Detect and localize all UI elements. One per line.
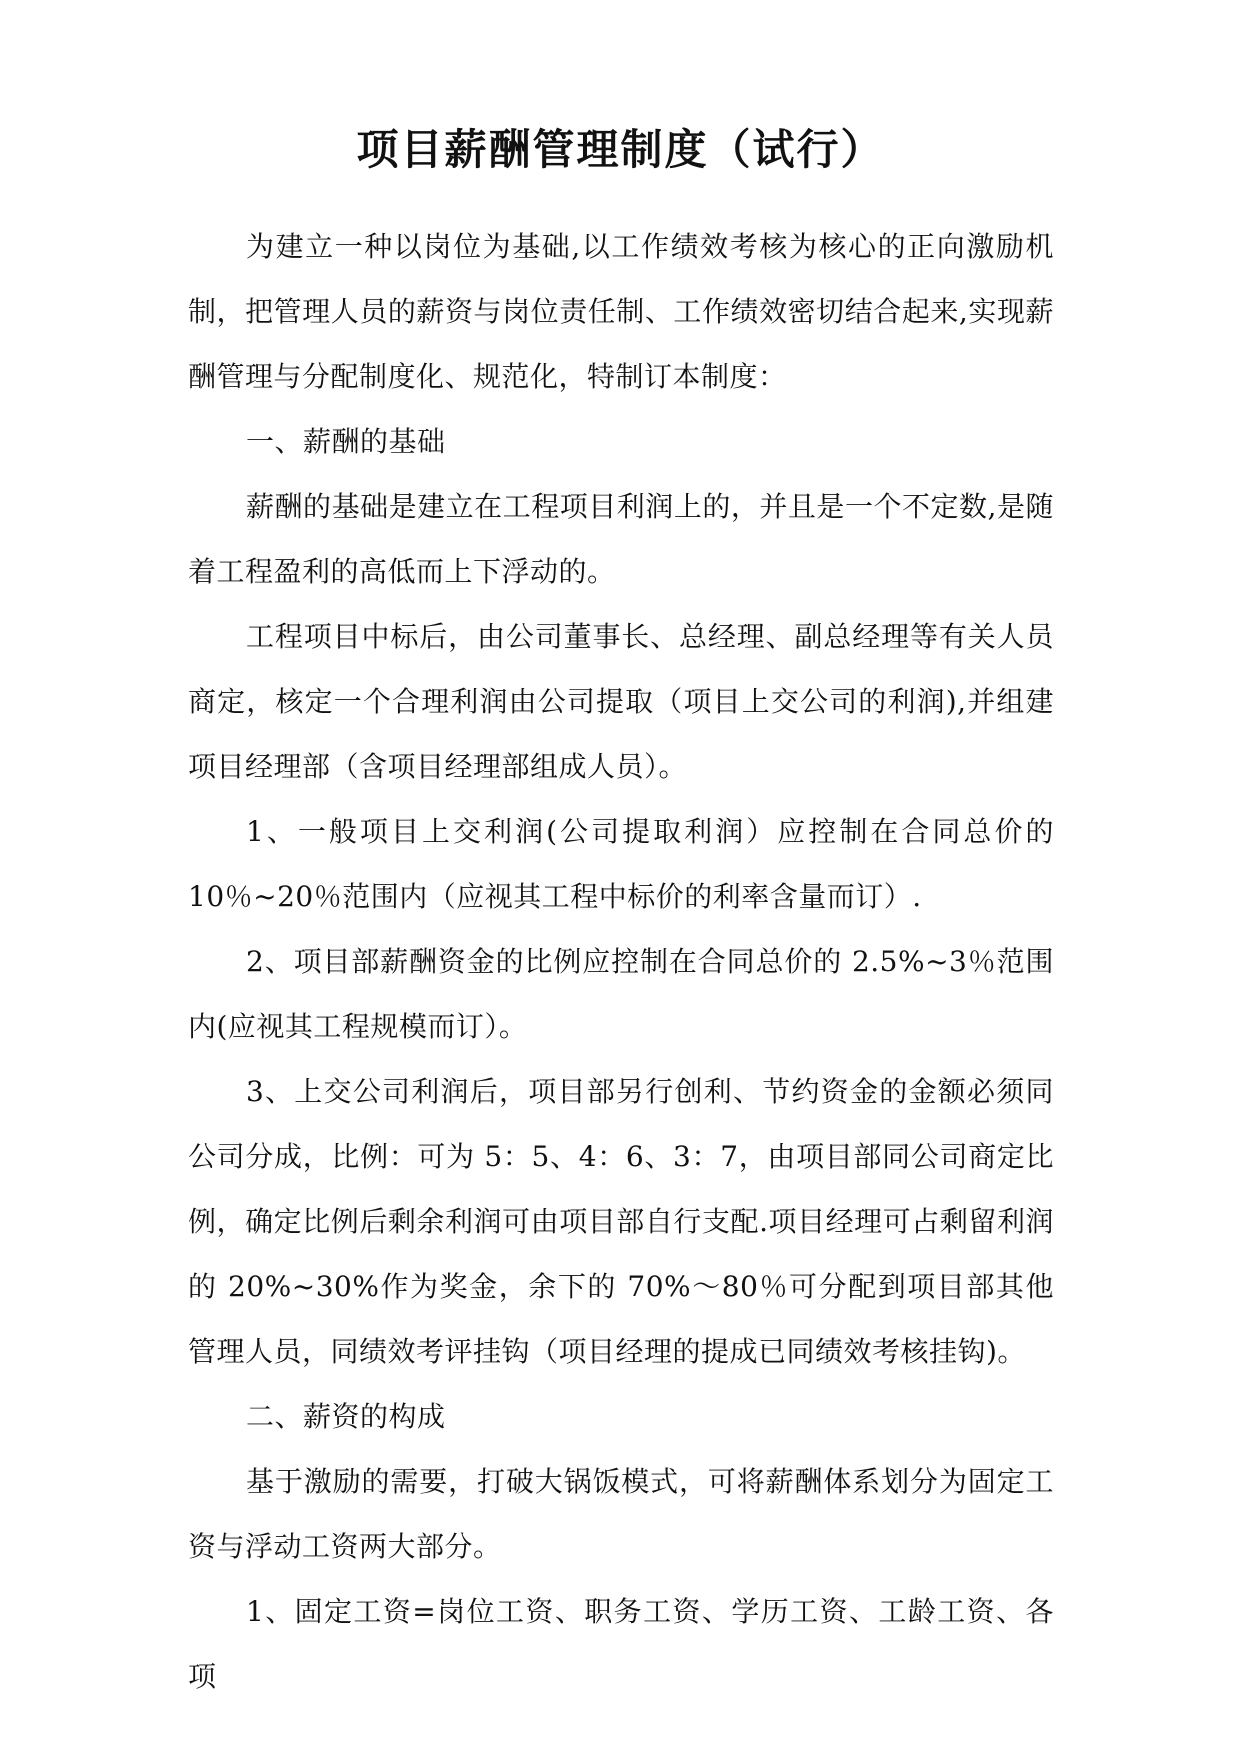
document-title: 项目薪酬管理制度（试行）: [356, 125, 885, 174]
paragraph-intro: 为建立一种以岗位为基础,以工作绩效考核为核心的正向激励机制，把管理人员的薪资与岗位责任制、工作绩效密切结合起来,实现薪酬管理与分配制度化、规范化，特制订本制度：: [188, 230, 1054, 393]
paragraph: 基于激励的需要，打破大锅饭模式，可将薪酬体系划分为固定工资与浮动工资两大部分。: [188, 1465, 1054, 1563]
paragraph: 薪酬的基础是建立在工程项目利润上的，并且是一个不定数,是随着工程盈利的高低而上下浮动的。: [188, 490, 1054, 588]
section-heading-1: 一、薪酬的基础: [246, 425, 446, 458]
list-item: 1、一般项目上交利润(公司提取利润）应控制在合同总价的 10％~20％范围内（应视其工程中标价的利率含量而订）.: [188, 815, 1054, 913]
list-item: 1、固定工资=岗位工资、职务工资、学历工资、工龄工资、各项: [188, 1595, 1054, 1693]
document-body: [188, 214, 1054, 1709]
list-item: 2、项目部薪酬资金的比例应控制在合同总价的 2.5%~3％范围内(应视其工程规模而订）。: [188, 945, 1054, 1043]
section-heading-2: 二、薪资的构成: [246, 1400, 446, 1433]
paragraph: 工程项目中标后，由公司董事长、总经理、副总经理等有关人员商定，核定一个合理利润由公司提取（项目上交公司的利润),并组建项目经理部（含项目经理部组成人员）。: [188, 620, 1054, 783]
list-item: 3、上交公司利润后，项目部另行创利、节约资金的金额必须同公司分成，比例：可为 5：5、4：6、3：7，由项目部同公司商定比例，确定比例后剩余利润可由项目部自行支配.项目经理可占剩留利润的 20%~30%作为奖金，余下的 70%～80％可分配到项目部其他管理人员，同绩效考评挂钩（项目经理的提成已同绩效考核挂钩)。: [188, 1075, 1054, 1368]
